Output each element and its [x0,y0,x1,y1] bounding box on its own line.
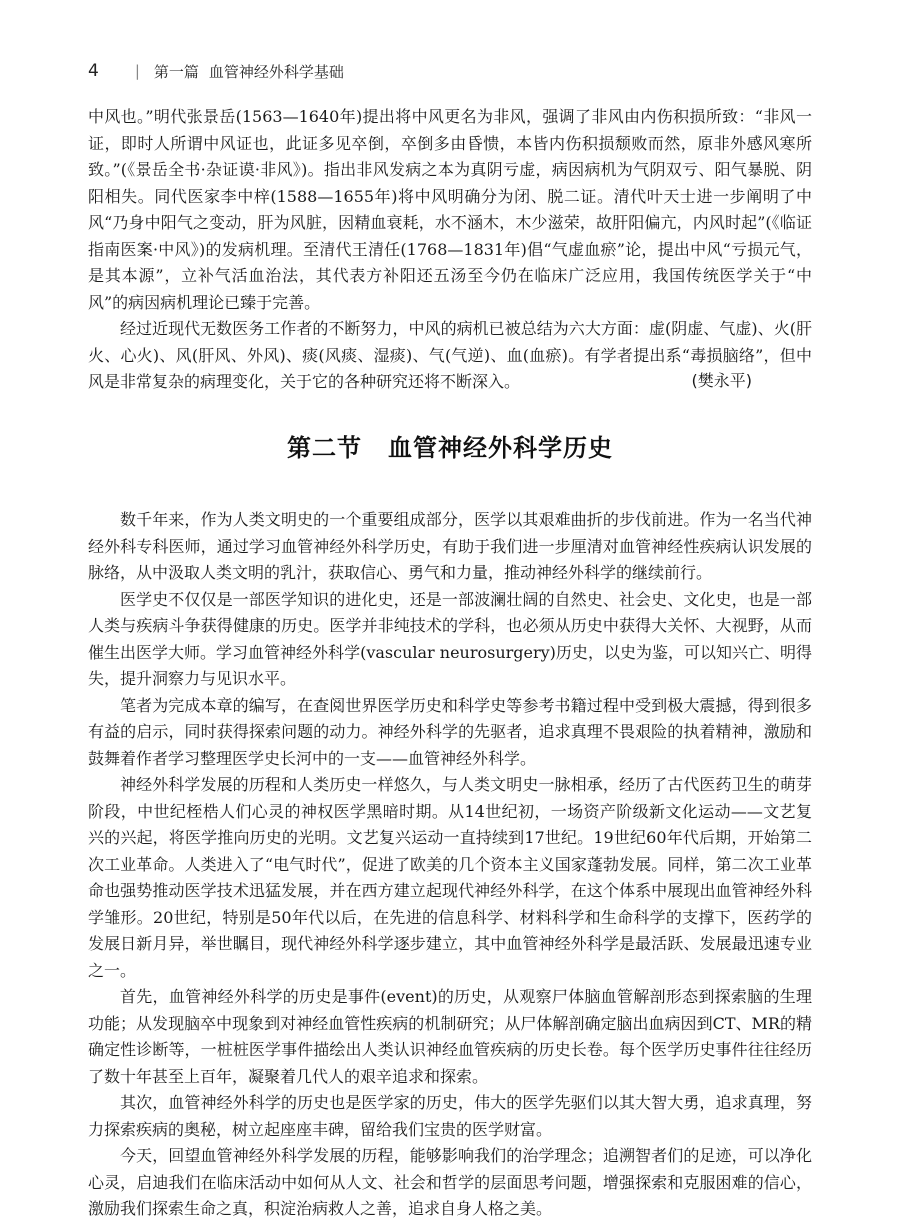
running-header [88,58,344,84]
section-heading [0,428,900,463]
paragraph: 中风也。”明代张景岳(1563—1640年)提出将中风更名为非风，强调了非风由内伤积损所致：“非风一证，即时人所谓中风证也，此证多见卒倒，卒倒多由昏愦，本皆内伤积损颓败而然，原非外感风寒所致。”(《景岳全书·杂证谟·非风》)。指出非风发病之本为真阴亏虚，病因病机为气阴双亏、阳气暴脱、阴阳相失。同代医家李中梓(1588—1655年)将中风明确分为闭、脱二证。清代叶天士进一步阐明了中风“乃身中阳气之变动，肝为风脏，因精血衰耗，水不涵木，木少滋荣，故肝阳偏亢，内风时起”(《临证指南医案·中风》)的发病机理。至清代王清任(1768—1831年)倡“气虚血瘀”论，提出中风“亏损元气，是其本源”，立补气活血治法，其代表方补阳还五汤至今仍在临床广泛应用，我国传统医学关于“中风”的病因病机理论已臻于完善。 [88,107,812,312]
continued-text [88,104,812,396]
page-number: 4 [88,61,99,81]
part-label: 第一篇 [153,62,199,81]
part-title: 血管神经外科学基础 [208,62,344,81]
section-title: 血管神经外科学历史 [388,434,613,462]
paragraph: 其次，血管神经外科学的历史也是医学家的历史，伟大的医学先驱们以其大智大勇，追求真理，努力探索疾病的奥秘，树立起座座丰碑，留给我们宝贵的医学财富。 [88,1093,812,1139]
header-divider: | [134,62,140,80]
author-credit: (樊永平) [691,371,752,390]
paragraph: 神经外科学发展的历程和人类历史一样悠久，与人类文明史一脉相承，经历了古代医药卫生的萌芽阶段，中世纪桎梏人们心灵的神权医学黑暗时期。从14世纪初，一场资产阶级新文化运动——文艺复兴的兴起，将医学推向历史的光明。文艺复兴运动一直持续到17世纪。19世纪60年代后期，开始第二次工业革命。人类进入了“电气时代”，促进了欧美的几个资本主义国家蓬勃发展。同样，第二次工业革命也强势推动医学技术迅猛发展，并在西方建立起现代神经外科学，在这个体系中展现出血管神经外科学雏形。20世纪，特别是50年代以后，在先进的信息科学、材料科学和生命科学的支撑下，医药学的发展日新月异，举世瞩目，现代神经外科学逐步建立，其中血管神经外科学是最活跃、发展最迅速专业之一。 [88,775,812,980]
paragraph: 医学史不仅仅是一部医学知识的进化史，还是一部波澜壮阔的自然史、社会史、文化史，也是一部人类与疾病斗争获得健康的历史。医学并非纯技术的学科，也必须从历史中获得大关怀、大视野，从而催生出医学大师。学习血管神经外科学(vascular neurosurgery)历史，以史为鉴，可以知兴亡、明得失，提升洞察力与见识水平。 [88,589,812,688]
paragraph: 经过近现代无数医务工作者的不断努力，中风的病机已被总结为六大方面：虚(阴虚、气虚)、火(肝火、心火)、风(肝风、外风)、痰(风痰、湿痰)、气(气逆)、血(血瘀)。有学者提出系“毒损脑络”，但中风是非常复杂的病理变化，关于它的各种研究还将不断深入。 [88,319,812,391]
section-number: 第二节 [287,434,362,462]
section-body [88,507,812,1223]
paragraph: 首先，血管神经外科学的历史是事件(event)的历史，从观察尸体脑血管解剖形态到探索脑的生理功能；从发现脑卒中现象到对神经血管性疾病的机制研究；从尸体解剖确定脑出血病因到CT、MR的精确定性诊断等，一桩桩医学事件描绘出人类认识神经血管疾病的历史长卷。每个医学历史事件往往经历了数十年甚至上百年，凝聚着几代人的艰辛追求和探索。 [88,987,812,1086]
paragraph: 今天，回望血管神经外科学发展的历程，能够影响我们的治学理念；追溯智者们的足迹，可以净化心灵，启迪我们在临床活动中如何从人文、社会和哲学的层面思考问题，增强探索和克服困难的信心，激励我们探索生命之真，积淀治病救人之善，追求自身人格之美。 [88,1146,812,1218]
paragraph: 笔者为完成本章的编写，在查阅世界医学历史和科学史等参考书籍过程中受到极大震撼，得到很多有益的启示，同时获得探索问题的动力。神经外科学的先驱者，追求真理不畏艰险的执着精神，激励和鼓舞着作者学习整理医学史长河中的一支——血管神经外科学。 [88,695,812,768]
paragraph: 数千年来，作为人类文明史的一个重要组成部分，医学以其艰难曲折的步伐前进。作为一名当代神经外科专科医师，通过学习血管神经外科学历史，有助于我们进一步厘清对血管神经性疾病认识发展的脉络，从中汲取人类文明的乳汁，获取信心、勇气和力量，推动神经外科学的继续前行。 [88,510,812,582]
